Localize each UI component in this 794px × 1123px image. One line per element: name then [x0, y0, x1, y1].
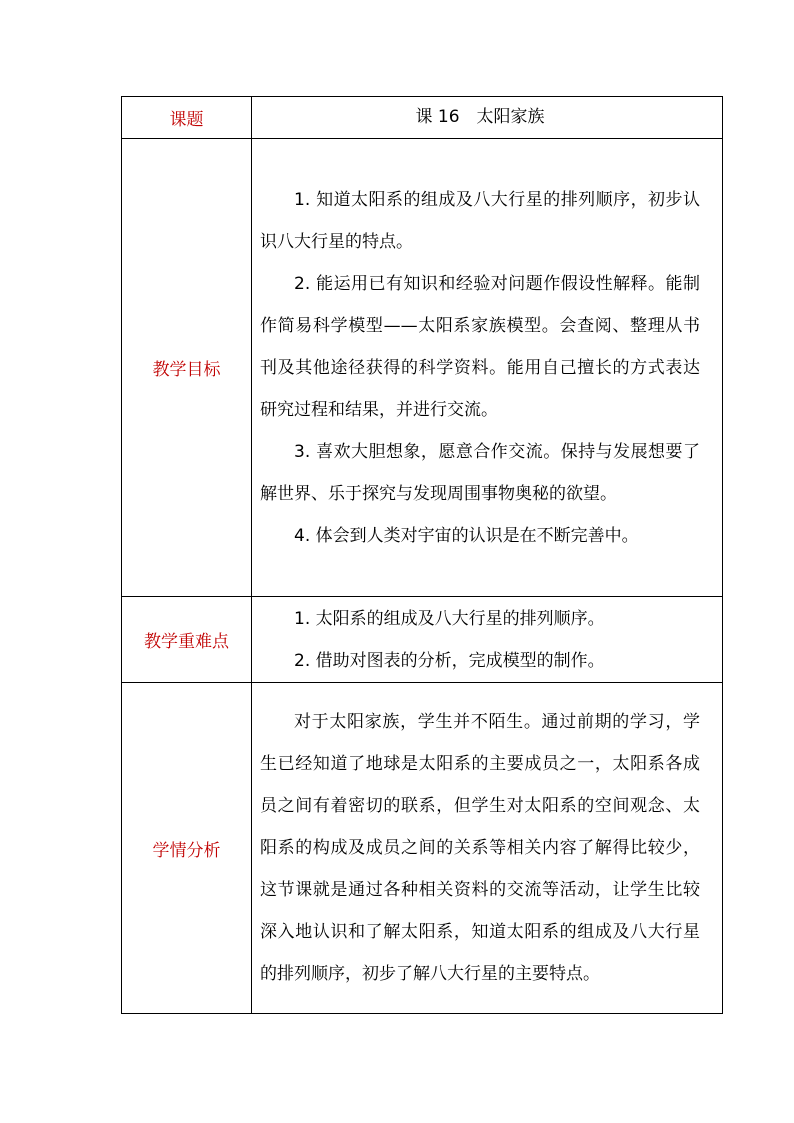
- key-points-content: [252, 597, 723, 683]
- lesson-plan-table: [121, 96, 723, 1014]
- analysis-text: 对于太阳家族，学生并不陌生。通过前期的学习，学生已经知道了地球是太阳系的主要成员之一，太阳系各成员之间有着密切的联系，但学生对太阳系的空间观念、太阳系的构成及成员之间的关系等相关内容了解得比较少，这节课就是通过各种相关资料的交流等活动，让学生比较深入地认识和了解太阳系，知道太阳系的组成及八大行星的排列顺序，初步了解八大行星的主要特点。: [260, 712, 700, 984]
- analysis-label: 学情分析: [122, 683, 252, 1014]
- key-point-item: 1. 太阳系的组成及八大行星的排列顺序。: [294, 608, 605, 629]
- key-points-label: 教学重难点: [122, 597, 252, 683]
- lesson-title: 课 16 太阳家族: [252, 97, 723, 139]
- objectives-content: [252, 139, 723, 597]
- key-points-row: [122, 597, 723, 683]
- title-label: 课题: [122, 97, 252, 139]
- objective-item: 3. 喜欢大胆想象，愿意合作交流。保持与发展想要了解世界、乐于探究与发现周围事物奥秘的欲望。: [260, 441, 700, 504]
- title-row: [122, 97, 723, 139]
- objectives-label: 教学目标: [122, 139, 252, 597]
- objective-item: 2. 能运用已有知识和经验对问题作假设性解释。能制作简易科学模型——太阳系家族模型。会查阅、整理从书刊及其他途径获得的科学资料。能用自己擅长的方式表达研究过程和结果，并进行交流。: [260, 273, 700, 420]
- analysis-row: [122, 683, 723, 1014]
- objectives-row: [122, 139, 723, 597]
- objective-item: 1. 知道太阳系的组成及八大行星的排列顺序，初步认识八大行星的特点。: [260, 189, 700, 252]
- analysis-content: [252, 683, 723, 1014]
- objective-item: 4. 体会到人类对宇宙的认识是在不断完善中。: [294, 525, 639, 546]
- key-point-item: 2. 借助对图表的分析，完成模型的制作。: [294, 650, 605, 671]
